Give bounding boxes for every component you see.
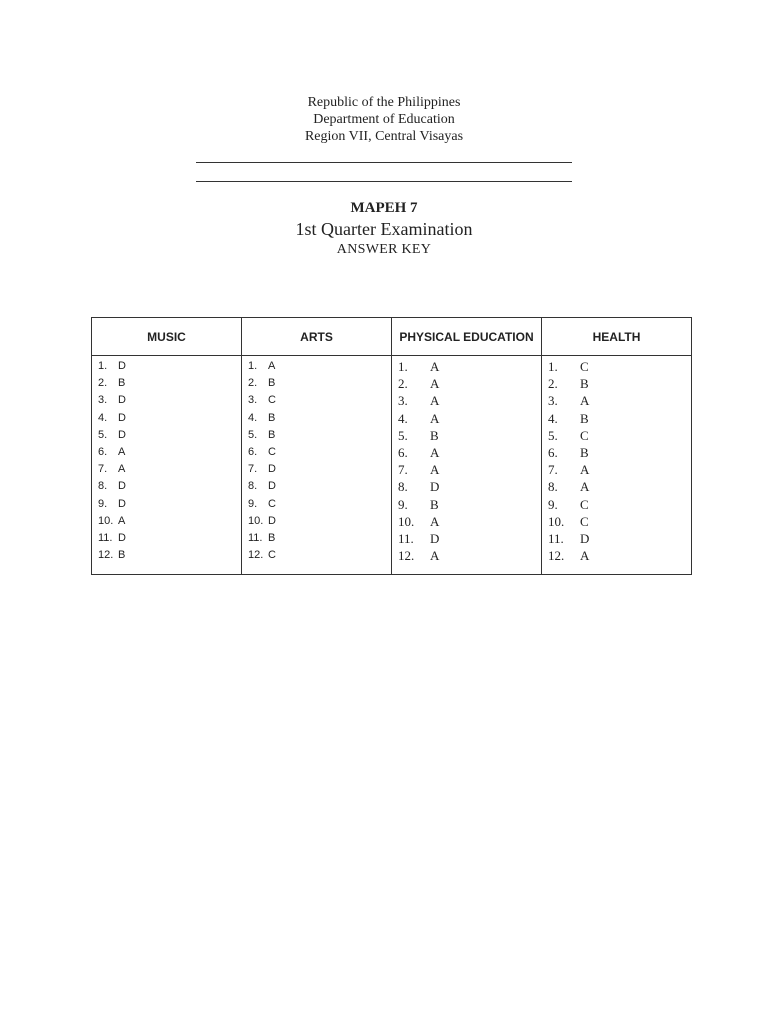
item-number: 7. [98, 463, 108, 476]
item-number: 11. [98, 531, 113, 544]
item-number: 1. [248, 360, 258, 372]
list-item [392, 410, 541, 427]
item-answer: A [430, 548, 440, 564]
list-item [92, 530, 241, 547]
item-answer: C [580, 359, 589, 374]
list-item [542, 496, 691, 513]
item-number: 8. [248, 480, 258, 493]
list-item [242, 513, 391, 530]
list-item [542, 358, 691, 375]
exam-title: 1st Quarter Examination [295, 219, 473, 239]
item-answer: B [118, 549, 126, 562]
list-item [542, 410, 691, 427]
list-item [392, 513, 541, 530]
item-answer: B [268, 531, 276, 544]
item-number: 9. [548, 496, 558, 512]
music-answers-cell [92, 356, 242, 575]
item-number: 4. [398, 410, 408, 426]
item-answer: B [430, 427, 439, 443]
item-number: 2. [248, 377, 258, 390]
list-item [242, 461, 391, 478]
list-item [542, 427, 691, 444]
item-answer: B [580, 410, 589, 426]
item-answer: D [268, 514, 276, 527]
list-item [242, 530, 391, 547]
item-answer: B [268, 428, 276, 441]
answer-key-label: ANSWER KEY [336, 242, 432, 257]
list-item [392, 461, 541, 478]
list-item [92, 547, 241, 564]
list-item [542, 478, 691, 495]
list-item [542, 530, 691, 547]
item-answer: C [268, 394, 276, 407]
item-answer: A [430, 444, 440, 460]
list-item [92, 410, 241, 427]
item-answer: B [580, 444, 589, 460]
item-number: 7. [248, 463, 258, 476]
list-item [92, 392, 241, 409]
item-answer: C [268, 445, 276, 458]
list-item [242, 478, 391, 495]
item-answer: A [430, 513, 440, 529]
item-answer: D [118, 531, 126, 544]
column-header-arts: ARTS [242, 318, 392, 356]
item-answer: C [580, 513, 589, 529]
item-answer: A [430, 376, 440, 392]
list-item [392, 496, 541, 513]
item-number: 7. [398, 462, 408, 478]
item-number: 8. [548, 479, 558, 495]
item-answer: B [268, 411, 276, 424]
list-item [392, 478, 541, 495]
item-number: 10. [398, 513, 415, 529]
item-answer: A [118, 445, 126, 458]
list-item [542, 513, 691, 530]
list-item [92, 444, 241, 461]
item-answer: A [430, 410, 440, 426]
item-number: 12. [398, 548, 415, 564]
list-item [392, 547, 541, 564]
list-item [92, 358, 241, 375]
item-number: 6. [98, 445, 108, 458]
item-answer: A [430, 462, 440, 478]
item-number: 3. [248, 394, 258, 407]
item-number: 12. [548, 548, 565, 564]
list-item [92, 496, 241, 513]
list-item [392, 392, 541, 409]
item-number: 5. [398, 427, 408, 443]
item-number: 6. [248, 445, 258, 458]
list-item [242, 358, 391, 375]
list-item [542, 461, 691, 478]
column-header-music: MUSIC [92, 318, 242, 356]
list-item [92, 478, 241, 495]
item-number: 11. [398, 530, 414, 546]
item-answer: A [580, 548, 590, 564]
item-answer: C [268, 549, 276, 562]
item-number: 10. [548, 513, 565, 529]
item-number: 5. [248, 428, 258, 441]
list-item [542, 547, 691, 564]
list-item [242, 427, 391, 444]
item-number: 2. [98, 377, 108, 390]
list-item [92, 375, 241, 392]
item-answer: C [580, 496, 589, 512]
item-answer: A [580, 462, 590, 478]
list-item [392, 358, 541, 375]
health-answer-list [542, 358, 691, 564]
list-item [242, 444, 391, 461]
item-number: 1. [98, 360, 108, 372]
header-republic: Republic of the Philippines [307, 95, 461, 110]
header-department: Department of Education [313, 112, 455, 127]
item-answer: A [430, 359, 440, 374]
item-number: 6. [548, 444, 558, 460]
item-answer: B [268, 377, 276, 390]
column-header-physical-education: PHYSICAL EDUCATION [392, 318, 542, 356]
list-item [392, 375, 541, 392]
item-answer: A [580, 393, 590, 409]
subject-title: MAPEH 7 [350, 200, 418, 216]
list-item [242, 392, 391, 409]
list-item [392, 427, 541, 444]
item-number: 2. [548, 376, 558, 392]
item-number: 10. [98, 514, 114, 527]
list-item [92, 513, 241, 530]
item-answer: D [118, 411, 126, 424]
list-item [542, 392, 691, 409]
item-answer: D [118, 497, 126, 510]
list-item [92, 461, 241, 478]
item-number: 8. [98, 480, 108, 493]
item-answer: B [430, 496, 439, 512]
item-number: 5. [548, 427, 558, 443]
item-number: 4. [98, 411, 108, 424]
list-item [242, 410, 391, 427]
item-answer: D [430, 479, 440, 495]
list-item [242, 375, 391, 392]
table-header-row [92, 318, 692, 356]
health-answers-cell [542, 356, 692, 575]
item-answer: A [580, 479, 590, 495]
item-answer: D [430, 530, 440, 546]
list-item [542, 375, 691, 392]
item-number: 4. [548, 410, 558, 426]
table-answers-row [92, 356, 692, 575]
item-number: 1. [548, 359, 558, 374]
item-number: 4. [248, 411, 258, 424]
item-answer: A [118, 463, 126, 476]
arts-answers-cell [242, 356, 392, 575]
item-number: 5. [98, 428, 108, 441]
item-number: 10. [248, 514, 264, 527]
item-answer: D [118, 480, 126, 493]
list-item [542, 444, 691, 461]
item-number: 11. [548, 530, 564, 546]
item-answer: A [430, 393, 440, 409]
item-answer: A [268, 360, 276, 372]
header-divider-top [196, 162, 572, 163]
item-number: 3. [548, 393, 558, 409]
item-number: 2. [398, 376, 408, 392]
item-number: 9. [248, 497, 258, 510]
item-number: 3. [398, 393, 408, 409]
item-answer: B [580, 376, 589, 392]
list-item [242, 547, 391, 564]
document-header [0, 94, 768, 145]
item-number: 1. [398, 359, 408, 374]
list-item [242, 496, 391, 513]
arts-answer-list [242, 358, 391, 564]
item-answer: C [580, 427, 589, 443]
item-answer: D [118, 428, 126, 441]
item-answer: A [118, 514, 126, 527]
item-number: 9. [98, 497, 108, 510]
list-item [392, 530, 541, 547]
item-answer: D [580, 530, 590, 546]
list-item [392, 444, 541, 461]
item-number: 3. [98, 394, 108, 407]
header-region: Region VII, Central Visayas [304, 129, 464, 144]
physical-education-answer-list [392, 358, 541, 564]
item-answer: D [268, 463, 276, 476]
item-answer: C [268, 497, 276, 510]
list-item [92, 427, 241, 444]
item-number: 11. [248, 531, 263, 544]
item-answer: D [118, 360, 126, 372]
item-answer: D [268, 480, 276, 493]
header-divider-bottom [196, 181, 572, 182]
item-answer: D [118, 394, 126, 407]
item-number: 8. [398, 479, 408, 495]
item-number: 12. [98, 549, 114, 562]
item-number: 12. [248, 549, 264, 562]
item-number: 9. [398, 496, 408, 512]
item-number: 6. [398, 444, 408, 460]
physical-education-answers-cell [392, 356, 542, 575]
item-number: 7. [548, 462, 558, 478]
item-answer: B [118, 377, 126, 390]
music-answer-list [92, 358, 241, 564]
column-header-health: HEALTH [542, 318, 692, 356]
answer-key-table [91, 317, 692, 575]
